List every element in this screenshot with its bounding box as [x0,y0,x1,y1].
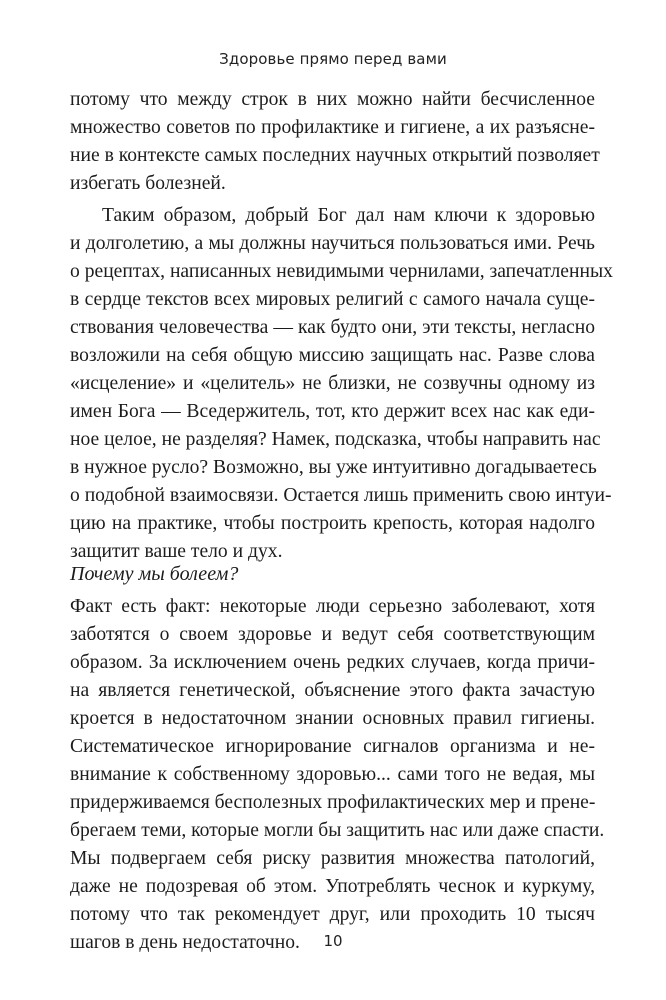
text-line: кроется в недостаточном знании основных правил гигиены. [70,708,595,729]
text-line: Таким образом, добрый Бог дал нам ключи к здоровью [102,205,595,226]
text-line: внимание к собственному здоровью... сами того не ведая, мы [70,764,595,785]
text-line: потому что между строк в них можно найти бесчисленное [70,89,595,110]
text-line: в сердце текстов всех мировых религий с самого начала суще- [70,289,595,310]
text-line: о подобной взаимосвязи. Остается лишь применить свою интуи- [70,485,612,506]
running-head: Здоровье прямо перед вами [219,50,447,68]
text-line: «исцеление» и «целитель» не близки, не созвучны одному из [70,373,595,394]
text-line: о рецептах, написанных невидимыми чернилами, запечатленных [70,261,613,282]
text-line: потому что так рекомендует друг, или проходить 10 тысяч [70,904,595,925]
text-line: придерживаемся бесполезных профилактических мер и прене- [70,792,596,813]
text-line: Мы подвергаем себя риску развития множества патологий, [70,848,595,869]
text-line: на является генетической, объяснение этого факта зачастую [70,680,595,701]
text-line: и долголетию, а мы должны научиться пользоваться ими. Речь [70,233,595,254]
text-line: ное целое, не разделяя? Намек, подсказка, чтобы направить нас [70,429,601,450]
text-line: избегать болезней. [70,173,226,194]
text-line: шагов в день недостаточно. [70,932,300,953]
text-line: даже не подозревая об этом. Употреблять чеснок и куркуму, [70,876,595,897]
text-line: в нужное русло? Возможно, вы уже интуитивно догадываетесь [70,457,597,478]
text-line: образом. За исключением очень редких случаев, когда причи- [70,652,595,673]
text-line: множество советов по профилактике и гигиене, а их разъясне- [70,117,595,138]
section-heading: Почему мы болеем? [70,563,239,585]
text-line: Факт есть факт: некоторые люди серьезно заболевают, хотя [70,596,595,617]
text-line: ствования человечества — как будто они, эти тексты, негласно [70,317,595,338]
paragraph [70,202,613,566]
text-line: имен Бога — Вседержитель, тот, кто держит всех нас как еди- [70,401,595,422]
text-line: Систематическое игнорирование сигналов организма и не- [70,736,595,757]
text-line: заботятся о своем здоровье и ведут себя соответствующим [70,624,595,645]
text-line: брегаем теми, которые могли бы защитить нас или даже спасти. [70,820,605,841]
text-line: защитит ваше тело и дух. [70,541,283,562]
text-line: возложили на себя общую миссию защищать нас. Разве слова [70,345,595,366]
text-line: цию на практике, чтобы построить крепость, которая надолго [70,513,595,534]
paragraph [70,593,605,957]
text-line: ние в контексте самых последних научных открытий позволяет [70,145,600,166]
page-number: 10 [323,932,343,950]
paragraph-continued [70,86,600,198]
